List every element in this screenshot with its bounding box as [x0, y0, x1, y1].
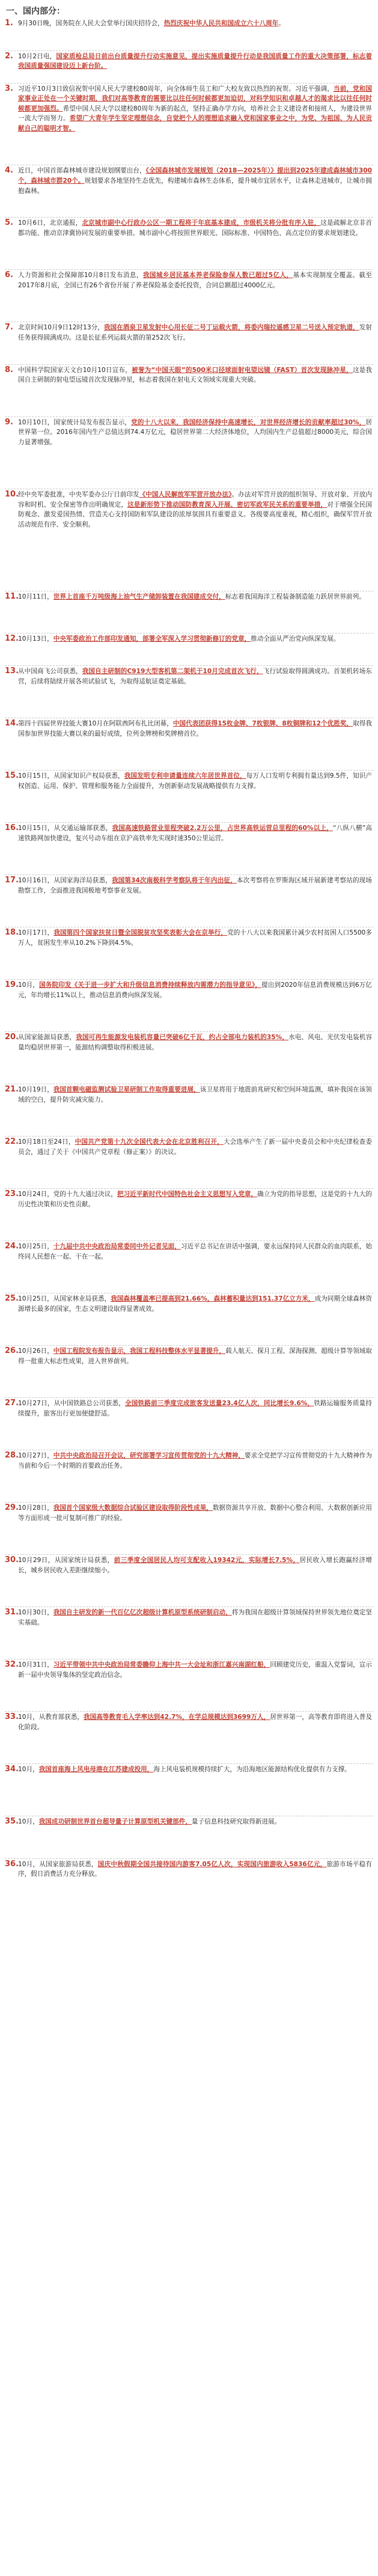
plain-text: 习近平10月3日致信祝贺中国人民大学建校80周年，向全体师生员工和广大校友致以热烈的祝贺。习近平强调， [18, 85, 334, 93]
news-list [5, 18, 373, 1911]
news-item-number: 24. [5, 1242, 19, 1251]
plain-text: 10月25日， [18, 1243, 53, 1251]
plain-text: 居民收入增长跑赢经济增长，城乡居民收入差距继续缩小。 [18, 1557, 373, 1574]
news-item [5, 1711, 373, 1763]
highlighted-text: 我国自主研制的C919大型客机第二架机于10月完成首次飞行， [82, 668, 263, 676]
news-item-number: 12. [5, 634, 19, 644]
news-item [5, 1031, 373, 1084]
highlighted-text: 中央军委政治工作部印发通知，部署全军深入学习贯彻新修订的党章， [53, 635, 251, 643]
news-item [5, 1502, 373, 1554]
news-item [5, 1188, 373, 1241]
plain-text: “八纵八横”高速铁路网加快建设，复兴号动车组在京沪高铁率先实现时速350公里运营。 [18, 825, 372, 842]
news-item [5, 591, 373, 633]
news-item-text [18, 718, 373, 739]
highlighted-text: 被誉为“中国天眼”的500米口径球面射电望远镜（FAST）首次发现脉冲星， [132, 366, 353, 374]
news-item [5, 83, 373, 165]
highlighted-text: 十九届中共中央政治局常委同中外记者见面， [53, 1243, 181, 1251]
news-item-number: 35. [5, 1817, 19, 1827]
news-item-text [18, 1032, 373, 1052]
plain-text: 近日，中国首部森林城市建设规划纲要出台， [18, 167, 146, 175]
news-item [5, 417, 373, 489]
news-item [5, 489, 373, 591]
plain-text: 。 [278, 20, 285, 27]
news-item-number: 9. [5, 417, 13, 427]
plain-text: 10月28日， [18, 1504, 53, 1512]
news-item-number: 23. [5, 1189, 19, 1199]
plain-text: 经中央军委批准，中央军委办公厅日前印发 [18, 490, 139, 498]
news-item [5, 1293, 373, 1345]
news-item-text [18, 771, 373, 791]
news-item [5, 665, 373, 718]
plain-text: 成为同期全球森林资源增长最多的国家，生态文明建设取得显著成效。 [18, 1295, 372, 1313]
news-item-text [18, 875, 373, 896]
plain-text: 该卫星将用于地震前兆研究和空间环境监测，填补我国在该领域的空白，提升防灾减灾能力。 [18, 1086, 373, 1103]
news-item-number: 7. [5, 323, 13, 332]
news-item [5, 1858, 373, 1911]
news-item-text [18, 666, 373, 686]
news-item [5, 633, 373, 665]
news-item [5, 1345, 373, 1397]
highlighted-text: 我国第34次南极科学考察队将于年内出征， [111, 877, 237, 885]
news-item [5, 1450, 373, 1502]
news-item-number: 18. [5, 928, 19, 938]
plain-text: 习近平总书记在讲话中强调，要永远保持同人民群众的血肉联系，始终同人民想在一起、干在一起。 [18, 1243, 373, 1260]
news-item-text [18, 1607, 373, 1628]
plain-text: 铁路运输服务质量持续提升，旅客出行更加便捷舒适。 [18, 1400, 372, 1417]
news-item-number: 15. [5, 771, 19, 781]
news-item-number: 4. [5, 166, 13, 175]
news-item-number: 19. [5, 980, 19, 990]
highlighted-text: 我国城乡居民基本养老保险参保人数已超过5亿人， [142, 272, 293, 279]
news-item-text [18, 1712, 373, 1732]
highlighted-text: 这是新形势下推动国防教育深入开展、密切军政军民关系的重要举措， [127, 501, 328, 508]
news-item [5, 1241, 373, 1293]
plain-text: 飞行试验取得圆满成功。首架机转场东营，后续将陆续开展各项试验试飞，为取得适航证奠定基础。 [18, 668, 373, 685]
news-item-number: 33. [5, 1712, 19, 1722]
highlighted-text: 我国首座海上风电母港在江苏建成投用， [38, 1766, 154, 1774]
news-item-number: 34. [5, 1765, 19, 1774]
highlighted-text: 世界上首座千万吨级海上油气生产储卸装置在我国建成交付， [53, 593, 225, 600]
news-item-number: 14. [5, 719, 19, 728]
news-item [5, 322, 373, 364]
news-item-text [18, 1555, 373, 1575]
plain-text: 10月，从国家旅游局获悉， [18, 1860, 98, 1868]
news-item [5, 1136, 373, 1188]
news-item-number: 31. [5, 1608, 19, 1617]
news-item-text [18, 1859, 373, 1879]
highlighted-text: 当前，党和国家事业正处在一个关键时期，我们对高等教育的需要比以往任何时候都更加迫切，对科学知识和卓越人才的渴求比以往任何时候都更加强烈。 [18, 85, 373, 112]
plain-text: 10月11日， [18, 593, 53, 600]
plain-text: 这是我国自主研制的射电望远镜首次发现脉冲星，标志着我国在射电天文领域实现重大突破。 [18, 366, 373, 384]
news-item [5, 1397, 373, 1450]
plain-text: 党的十八大以来我国累计减少农村贫困人口5500多万人，贫困发生率从10.2%下降到4.5%。 [18, 929, 372, 947]
plain-text: 居世界第一位。2016年国内生产总值达到74.4万亿元，稳居世界第二大经济体地位，人均国内生产总值超过8000美元，综合国力显著增强。 [18, 418, 372, 446]
news-item-text [18, 1503, 373, 1523]
news-item-text [18, 1137, 373, 1157]
plain-text: 数据资源共享开放、数据中心整合利用、大数据创新应用等方面形成一批可复制可推广的经验。 [18, 1504, 372, 1522]
plain-text: 人力资源和社会保障部10月8日发布消息， [18, 272, 143, 279]
plain-text: 10月25日，从国家林业局获悉， [18, 1295, 111, 1303]
news-item-number: 6. [5, 270, 13, 280]
highlighted-text: 我国可再生能源发电装机容量已突破6亿千瓦，约占全部电力装机的35%， [76, 1034, 289, 1042]
news-item-number: 22. [5, 1137, 19, 1147]
plain-text: 10月， [18, 1766, 39, 1774]
plain-text: 北京时间10月9日12时13分， [18, 324, 104, 332]
news-item-text [18, 633, 373, 644]
plain-text: 大会选举产生了新一届中央委员会和中央纪律检查委员会，通过了关于《中国共产党章程（修正案）》的决议。 [18, 1138, 372, 1156]
news-item-number: 10. [5, 489, 19, 499]
highlighted-text: 《全国森林城市发展规划（2018—2025年）》提出到2025年建成森林城市300个，森林城市群20个。 [18, 167, 372, 185]
highlighted-text: 中国共产党第十九次全国代表大会在北京胜利召开， [75, 1138, 224, 1146]
plain-text: 从中国商飞公司获悉， [18, 668, 82, 676]
highlighted-text: 我国森林覆盖率已提高到21.66%，森林蓄积量达到151.37亿立方米， [111, 1295, 315, 1303]
highlighted-text: 北京城市副中心行政办公区一期工程将于年底基本建成，市级机关将分批有序入驻， [82, 219, 321, 227]
plain-text: 10月6日，北京通报， [18, 219, 82, 227]
plain-text: 10月31日， [18, 1661, 53, 1669]
news-item-number: 26. [5, 1346, 19, 1356]
plain-text: 发射任务获得圆满成功。这是长征系列运载火箭的第252次飞行。 [18, 324, 373, 341]
news-item [5, 874, 373, 927]
highlighted-text: 我国首个国家级大数据综合试验区建设取得阶段性成果， [53, 1504, 213, 1512]
highlighted-text: 全国铁路前三季度完成旅客发送量23.4亿人次，同比增长9.6%， [125, 1400, 314, 1408]
highlighted-text: 我国自主研发的新一代百亿亿次超级计算机原型系统研制启动， [53, 1609, 232, 1617]
news-item-number: 27. [5, 1399, 19, 1408]
highlighted-text: 把习近平新时代中国特色社会主义思想写入党章， [117, 1191, 258, 1198]
plain-text: 10月15日，从国家知识产权局获悉， [18, 772, 124, 780]
plain-text: 10月18日至24日， [18, 1138, 75, 1146]
plain-text: 。办法对军营开放的组织领导、开放对象、开放内容和时机、安全保密等作出明确规定， [18, 490, 373, 508]
news-item-text [18, 1398, 373, 1418]
highlighted-text: 中国工程院发布报告显示，我国工程科技整体水平显著提升， [53, 1348, 226, 1355]
news-item [5, 1816, 373, 1858]
plain-text: 标志着我国海洋工程装备制造能力跃居世界前列。 [225, 593, 365, 600]
news-item-text [18, 1241, 373, 1262]
plain-text: 中国科学院国家天文台10月10日宣布， [18, 366, 132, 374]
highlighted-text: 《中国人民解放军军营开放办法》 [139, 490, 232, 498]
news-item-text [18, 84, 373, 134]
news-item-number: 21. [5, 1085, 19, 1094]
news-item-text [18, 18, 373, 29]
news-item-number: 13. [5, 667, 19, 676]
news-item-text [18, 270, 373, 290]
plain-text: 居世界第一，高等教育即将进入普及化阶段。 [18, 1714, 372, 1731]
news-item-text [18, 417, 373, 448]
news-item [5, 1659, 373, 1711]
news-item-number: 30. [5, 1555, 19, 1565]
plain-text: 推动全面从严治党向纵深发展。 [251, 635, 340, 643]
highlighted-text: 希望广大青年学生坚定理想信念，自觉把个人的理想追求融入党和国家事业之中，为党、为祖国、为人民贡献自己的聪明才智。 [18, 115, 373, 132]
plain-text: 10月15日，从交通运输部获悉， [18, 825, 112, 832]
news-item-number: 32. [5, 1660, 19, 1670]
news-item-text [18, 165, 373, 196]
news-item-number: 36. [5, 1859, 19, 1869]
news-item [5, 18, 373, 50]
news-item [5, 718, 373, 770]
highlighted-text: 中共中央政治局召开会议，研究部署学习宣传贯彻党的十九大精神， [53, 1452, 245, 1460]
plain-text: 每万人口发明专利拥有量达到9.5件，知识产权创造、运用、保护、管理和服务能力全面提升，为创新驱动发展战略提供有力支撑。 [18, 772, 372, 790]
plain-text: 对于增强全民国防观念、激发爱国热情、营造关心支持国防和军队建设的浓厚氛围具有重要意义。各级要高度重视，精心组织，确保军营开放活动规范有序、安全顺利。 [18, 501, 373, 528]
news-item-text [18, 1816, 373, 1827]
highlighted-text: 我国成功研制世界首台超导量子计算原型机关键部件， [38, 1818, 192, 1826]
plain-text: 10月13日， [18, 635, 53, 643]
news-item-number: 28. [5, 1451, 19, 1460]
news-item-text [18, 1084, 373, 1105]
news-item [5, 979, 373, 1031]
highlighted-text: 热烈庆祝中华人民共和国成立六十八周年 [163, 20, 279, 27]
news-item-text [18, 322, 373, 343]
news-item-text [18, 1346, 373, 1366]
news-item [5, 269, 373, 322]
plain-text: 第四十四届世界技能大赛10月在阿联酋阿布扎比闭幕， [18, 720, 173, 728]
plain-text: 10月30日， [18, 1609, 53, 1617]
highlighted-text: 国庆中秋假期全国共接待国内游客7.05亿人次，实现国内旅游收入5836亿元， [97, 1860, 327, 1868]
news-item-text [18, 1659, 373, 1680]
plain-text: 10月2日电， [18, 52, 56, 60]
news-item-text [18, 823, 373, 843]
plain-text: 10月， [18, 981, 40, 989]
news-item-text [18, 1293, 373, 1314]
highlighted-text: 国务院印发《关于进一步扩大和升级信息消费持续释放内需潜力的指导意见》， [39, 981, 262, 989]
highlighted-text: 中国代表团获得15枚金牌、7枚银牌、8枚铜牌和12个优胜奖， [172, 720, 353, 728]
plain-text: 10月26日， [18, 1348, 53, 1355]
section-heading: 一、国内部分： [6, 7, 65, 16]
plain-text: 提出到2020年信息消费规模达到6万亿元，年均增长11%以上，推动信息消费向纵深发展。 [18, 981, 373, 999]
highlighted-text: 我国第四个国家扶贫日暨全国脱贫攻坚奖表彰大会在京举行， [53, 929, 228, 937]
highlighted-text: 我国首颗电磁监测试验卫星研制工作取得重要进展， [53, 1086, 200, 1094]
news-item-text [18, 1450, 373, 1471]
plain-text: 10月19日， [18, 1086, 53, 1094]
plain-text: 10月， [18, 1818, 39, 1826]
plain-text: 10月27日， [18, 1452, 53, 1460]
news-item [5, 50, 373, 83]
news-item-number: 3. [5, 84, 13, 93]
news-item-text [18, 51, 373, 72]
news-item [5, 1084, 373, 1136]
plain-text: 希望中国人民大学以建校80周年为新的起点，坚持正确办学方向，培养社会主义建设者和接班人，为建设世界一流大学而努力。 [18, 105, 372, 123]
plain-text: 10月24日，党的十九大通过决议， [18, 1191, 117, 1198]
news-item-number: 8. [5, 365, 13, 374]
news-item-number: 20. [5, 1033, 19, 1042]
plain-text: 量子信息科技研究取得新进展。 [191, 1818, 281, 1826]
plain-text: 旅游市场平稳有序，假日消费活力充分释放。 [18, 1860, 373, 1878]
news-item [5, 770, 373, 822]
highlighted-text: 我国发明专利申请量连续六年居世界首位， [124, 772, 246, 780]
plain-text: 规划要求各地坚持生态优先，构建城市森林生态体系，提升城市宜居水平，让森林走进城市，让城市拥抱森林。 [18, 177, 372, 195]
highlighted-text: 习近平带领中共中央政治局常委瞻仰上海中共一大会址和浙江嘉兴南湖红船， [53, 1661, 270, 1669]
plain-text: 10月29日，从国家统计局获悉， [18, 1557, 114, 1564]
plain-text: 从国家能源局获悉， [18, 1034, 76, 1042]
plain-text: 本次考察将在罗斯海区域开展新建考察站的现场勘察工作，全面推进我国极地考察事业发展。 [18, 877, 372, 894]
news-item-text [18, 365, 373, 385]
plain-text: 取得我国参加世界技能大赛以来的最好成绩，位列金牌榜和奖牌榜首位。 [18, 720, 372, 737]
news-item-number: 29. [5, 1503, 19, 1513]
plain-text: 10月，从教育部获悉， [18, 1714, 84, 1721]
news-item-text [18, 489, 373, 530]
plain-text: 载人航天、探月工程、深海探测、超级计算等领域取得一批重大标志性成果，进入世界前列。 [18, 1348, 372, 1365]
news-item-number: 2. [5, 51, 13, 61]
highlighted-text: 党的十八大以来，我国经济保持中高速增长，对世界经济增长的贡献率超过30%， [131, 418, 366, 426]
plain-text: 要求全党把学习宣传贯彻党的十九大精神作为当前和今后一个时期的首要政治任务。 [18, 1452, 372, 1470]
news-item-number: 17. [5, 876, 19, 885]
news-item-number: 11. [5, 591, 19, 601]
news-item-text [18, 927, 373, 948]
news-item-text [18, 1189, 373, 1209]
plain-text: 确立为党的指导思想，这是党的十九大的历史性决策和历史性贡献。 [18, 1191, 373, 1208]
plain-text: 将为我国在超级计算领域保持世界领先地位奠定坚实基础。 [18, 1609, 372, 1626]
highlighted-text: 国家质检总局日前出台质量提升行动实施意见，提出实施质量提升行动是我国质量工作的重大决策部署，标志着我国质量强国建设迈上新台阶。 [18, 52, 372, 70]
news-item-number: 25. [5, 1294, 19, 1304]
plain-text: 10月16日，从国家海洋局获悉， [18, 877, 112, 885]
plain-text: 10月10日，国家统计局发布报告显示， [18, 418, 132, 426]
news-item-number: 1. [5, 19, 13, 28]
plain-text: 10月17日， [18, 929, 54, 937]
plain-text: 10月27日，从中国铁路总公司获悉， [18, 1400, 126, 1408]
plain-text: 9月30日晚，国务院在人民大会堂举行国庆招待会， [18, 20, 164, 27]
highlighted-text: 我国高速铁路营业里程突破2.2万公里，占世界高铁运营总里程的60%以上， [112, 825, 333, 832]
news-item [5, 1763, 373, 1816]
news-item [5, 217, 373, 269]
highlighted-text: 我国高等教育毛入学率达到42.7%，在学总规模达到3699万人， [83, 1714, 270, 1721]
highlighted-text: 我国在酒泉卫星发射中心用长征二号丁运载火箭，将委内瑞拉遥感卫星二号送入预定轨道， [103, 324, 359, 332]
news-item [5, 1607, 373, 1659]
news-item-number: 16. [5, 823, 19, 833]
plain-text: 回顾建党历史，重温入党誓词，宣示新一届中央领导集体的坚定政治信念。 [18, 1661, 372, 1679]
news-item-text [18, 591, 373, 602]
news-item-text [18, 1764, 373, 1775]
news-item [5, 822, 373, 874]
news-item [5, 364, 373, 417]
news-item-text [18, 980, 373, 1000]
plain-text: 基本实现制度全覆盖。截至2017年8月底，全国已有26个省份开展了养老保险基金委托投资，合同总额超过4000亿元。 [18, 272, 373, 289]
news-item [5, 1554, 373, 1607]
highlighted-text: 前三季度全国居民人均可支配收入19342元，实际增长7.5%， [114, 1557, 300, 1564]
plain-text: 水电、风电、光伏发电装机容量均稳居世界第一，能源结构调整取得积极进展。 [18, 1034, 373, 1051]
plain-text: 这是疏解北京非首都功能、推动京津冀协同发展的重要举措。城市副中心将按照世界眼光、国际标准、中国特色、高点定位的要求规划建设。 [18, 219, 372, 237]
news-item-text [18, 218, 373, 238]
plain-text: 海上风电装机规模持续扩大，为沿海地区能源结构优化提供有力支撑。 [153, 1766, 351, 1774]
news-item-number: 5. [5, 218, 13, 228]
news-item [5, 165, 373, 217]
news-item [5, 927, 373, 979]
